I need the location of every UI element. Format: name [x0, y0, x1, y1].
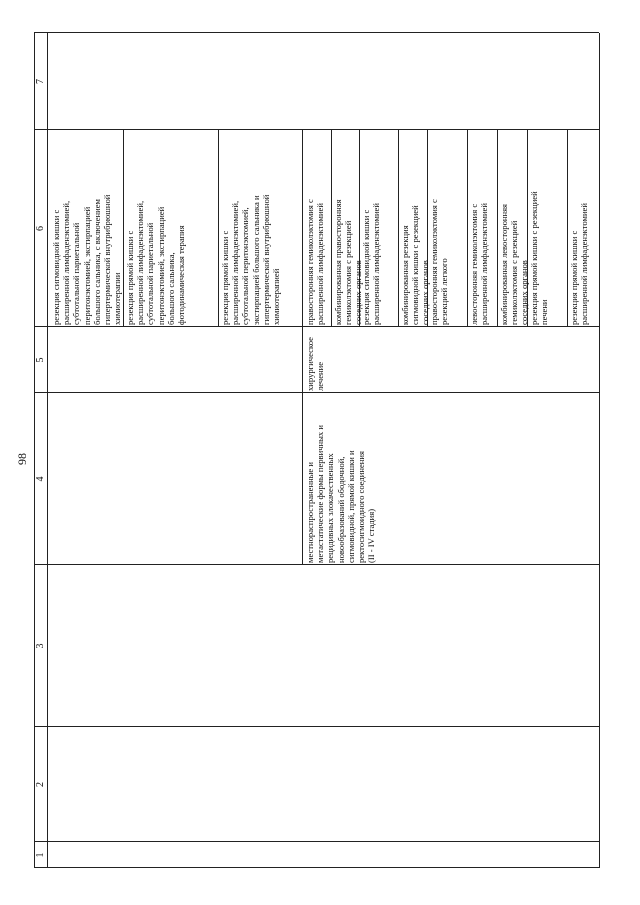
method-line: комбинированная резекция — [400, 225, 410, 325]
method-cell — [528, 130, 567, 327]
method-line: резекция прямой кишки с — [220, 230, 230, 325]
method-line: левосторонняя гемиколэктомия с — [469, 203, 479, 325]
method-line: расширенной лимфаденэктомией, — [61, 200, 72, 325]
method-line: соседних органов — [519, 260, 530, 325]
method-line: гемиколэктомия с резекцией — [509, 220, 520, 325]
column-number: 4 — [35, 476, 46, 482]
method-line: расширенной лимфаденэктомией, — [230, 200, 241, 325]
column-border — [34, 841, 599, 842]
diagnosis-line: новообразований ободочной, — [335, 456, 346, 563]
method-line: правосторонняя гемиколэктомия с — [429, 199, 439, 325]
table-bottom-border — [599, 33, 600, 868]
diagnosis-cell — [304, 393, 384, 565]
diagnosis-line: ректосигмоидного соединения — [356, 451, 367, 563]
method-cell — [468, 130, 497, 327]
method-cell — [50, 130, 123, 327]
method-cell — [219, 130, 302, 327]
method-line: большого сальника, с включением — [91, 199, 102, 325]
method-line: соседних органов — [353, 260, 364, 325]
method-line: фотодинамическая терапия — [176, 225, 187, 325]
table-top-border — [34, 33, 35, 868]
method-line: химиотерапией — [271, 268, 282, 325]
diagnosis-line: (II - IV стадия) — [366, 508, 377, 563]
method-line: комбинированная левосторонняя — [499, 203, 509, 325]
treatment-type-line: лечение — [315, 361, 326, 391]
method-line: гипертермической внутрибрюшной — [260, 194, 271, 325]
treatment-type-line: хирургическое — [305, 337, 315, 391]
diagnosis-line: метастатические формы первичных и — [315, 425, 326, 563]
method-line: резекция сигмовидной кишки с — [361, 209, 371, 325]
method-cell — [124, 130, 218, 327]
method-cell — [498, 130, 530, 327]
method-cell — [568, 130, 599, 327]
method-cell — [399, 130, 431, 327]
method-line: расширенной лимфаденэктомией — [479, 203, 490, 325]
column-border — [34, 867, 599, 868]
diagnosis-line: сигмовидной, прямой кишки и — [345, 450, 356, 563]
column-border — [34, 32, 599, 33]
method-line: перитонэктомией, экстирпацией — [155, 206, 166, 325]
method-line: резекция сигмовидной кишки с — [51, 209, 61, 325]
method-cell — [332, 130, 364, 327]
method-line: расширенной лимфаденэктомией — [579, 203, 590, 325]
method-line: гипертермической внутрибрюшной — [102, 194, 113, 325]
method-line: расширенной лимфаденэктомией — [371, 203, 382, 325]
method-line: резекция прямой кишки с — [125, 230, 135, 325]
method-line: резекцией легкого — [439, 258, 450, 325]
method-line: субтотальной перитонэктомией, — [240, 207, 251, 325]
method-cell — [304, 130, 331, 327]
diagnosis-line: рецидивных злокачественных — [325, 453, 336, 563]
method-line: большого сальника, — [165, 252, 176, 325]
column-number: 7 — [35, 79, 46, 84]
method-cell — [360, 130, 398, 327]
page-number: 98 — [15, 453, 29, 465]
method-line: расширенной лимфаденэктомией, — [135, 200, 146, 325]
header-row-bottom-border — [47, 33, 48, 868]
method-cell — [428, 130, 467, 327]
method-line: правосторонняя гемиколэктомия с — [305, 199, 315, 325]
method-line: комбинированная правосторонняя — [333, 199, 343, 325]
method-line: гемиколэктомия с резекцией — [343, 220, 354, 325]
column-border — [34, 726, 599, 727]
method-line: субтотальной париетальной — [71, 222, 82, 325]
column-number: 3 — [35, 643, 46, 649]
method-line: резекция прямой кишки с — [569, 230, 579, 325]
method-line: соседних органов — [420, 260, 431, 325]
method-line: субтотальной париетальной — [145, 222, 156, 325]
column-number: 1 — [35, 852, 46, 858]
method-line: расширенной лимфаденэктомией — [315, 203, 326, 325]
column-number: 2 — [35, 782, 46, 787]
method-line: химиотерапии — [112, 272, 123, 325]
method-line: печени — [539, 299, 550, 325]
treatment-type-cell — [304, 327, 328, 393]
method-line: перитонэктомией, экстирпацией — [81, 206, 92, 325]
column-number: 5 — [35, 357, 46, 363]
method-line: экстирпацией большого сальника и — [250, 195, 261, 325]
method-line: резекция прямой кишки с резекцией — [529, 191, 539, 325]
row-divider — [302, 130, 303, 565]
column-number: 6 — [35, 226, 46, 231]
method-line: сигмовидной кишки с резекцией — [410, 205, 421, 325]
diagnosis-line: местнораспространенные и — [305, 462, 315, 563]
